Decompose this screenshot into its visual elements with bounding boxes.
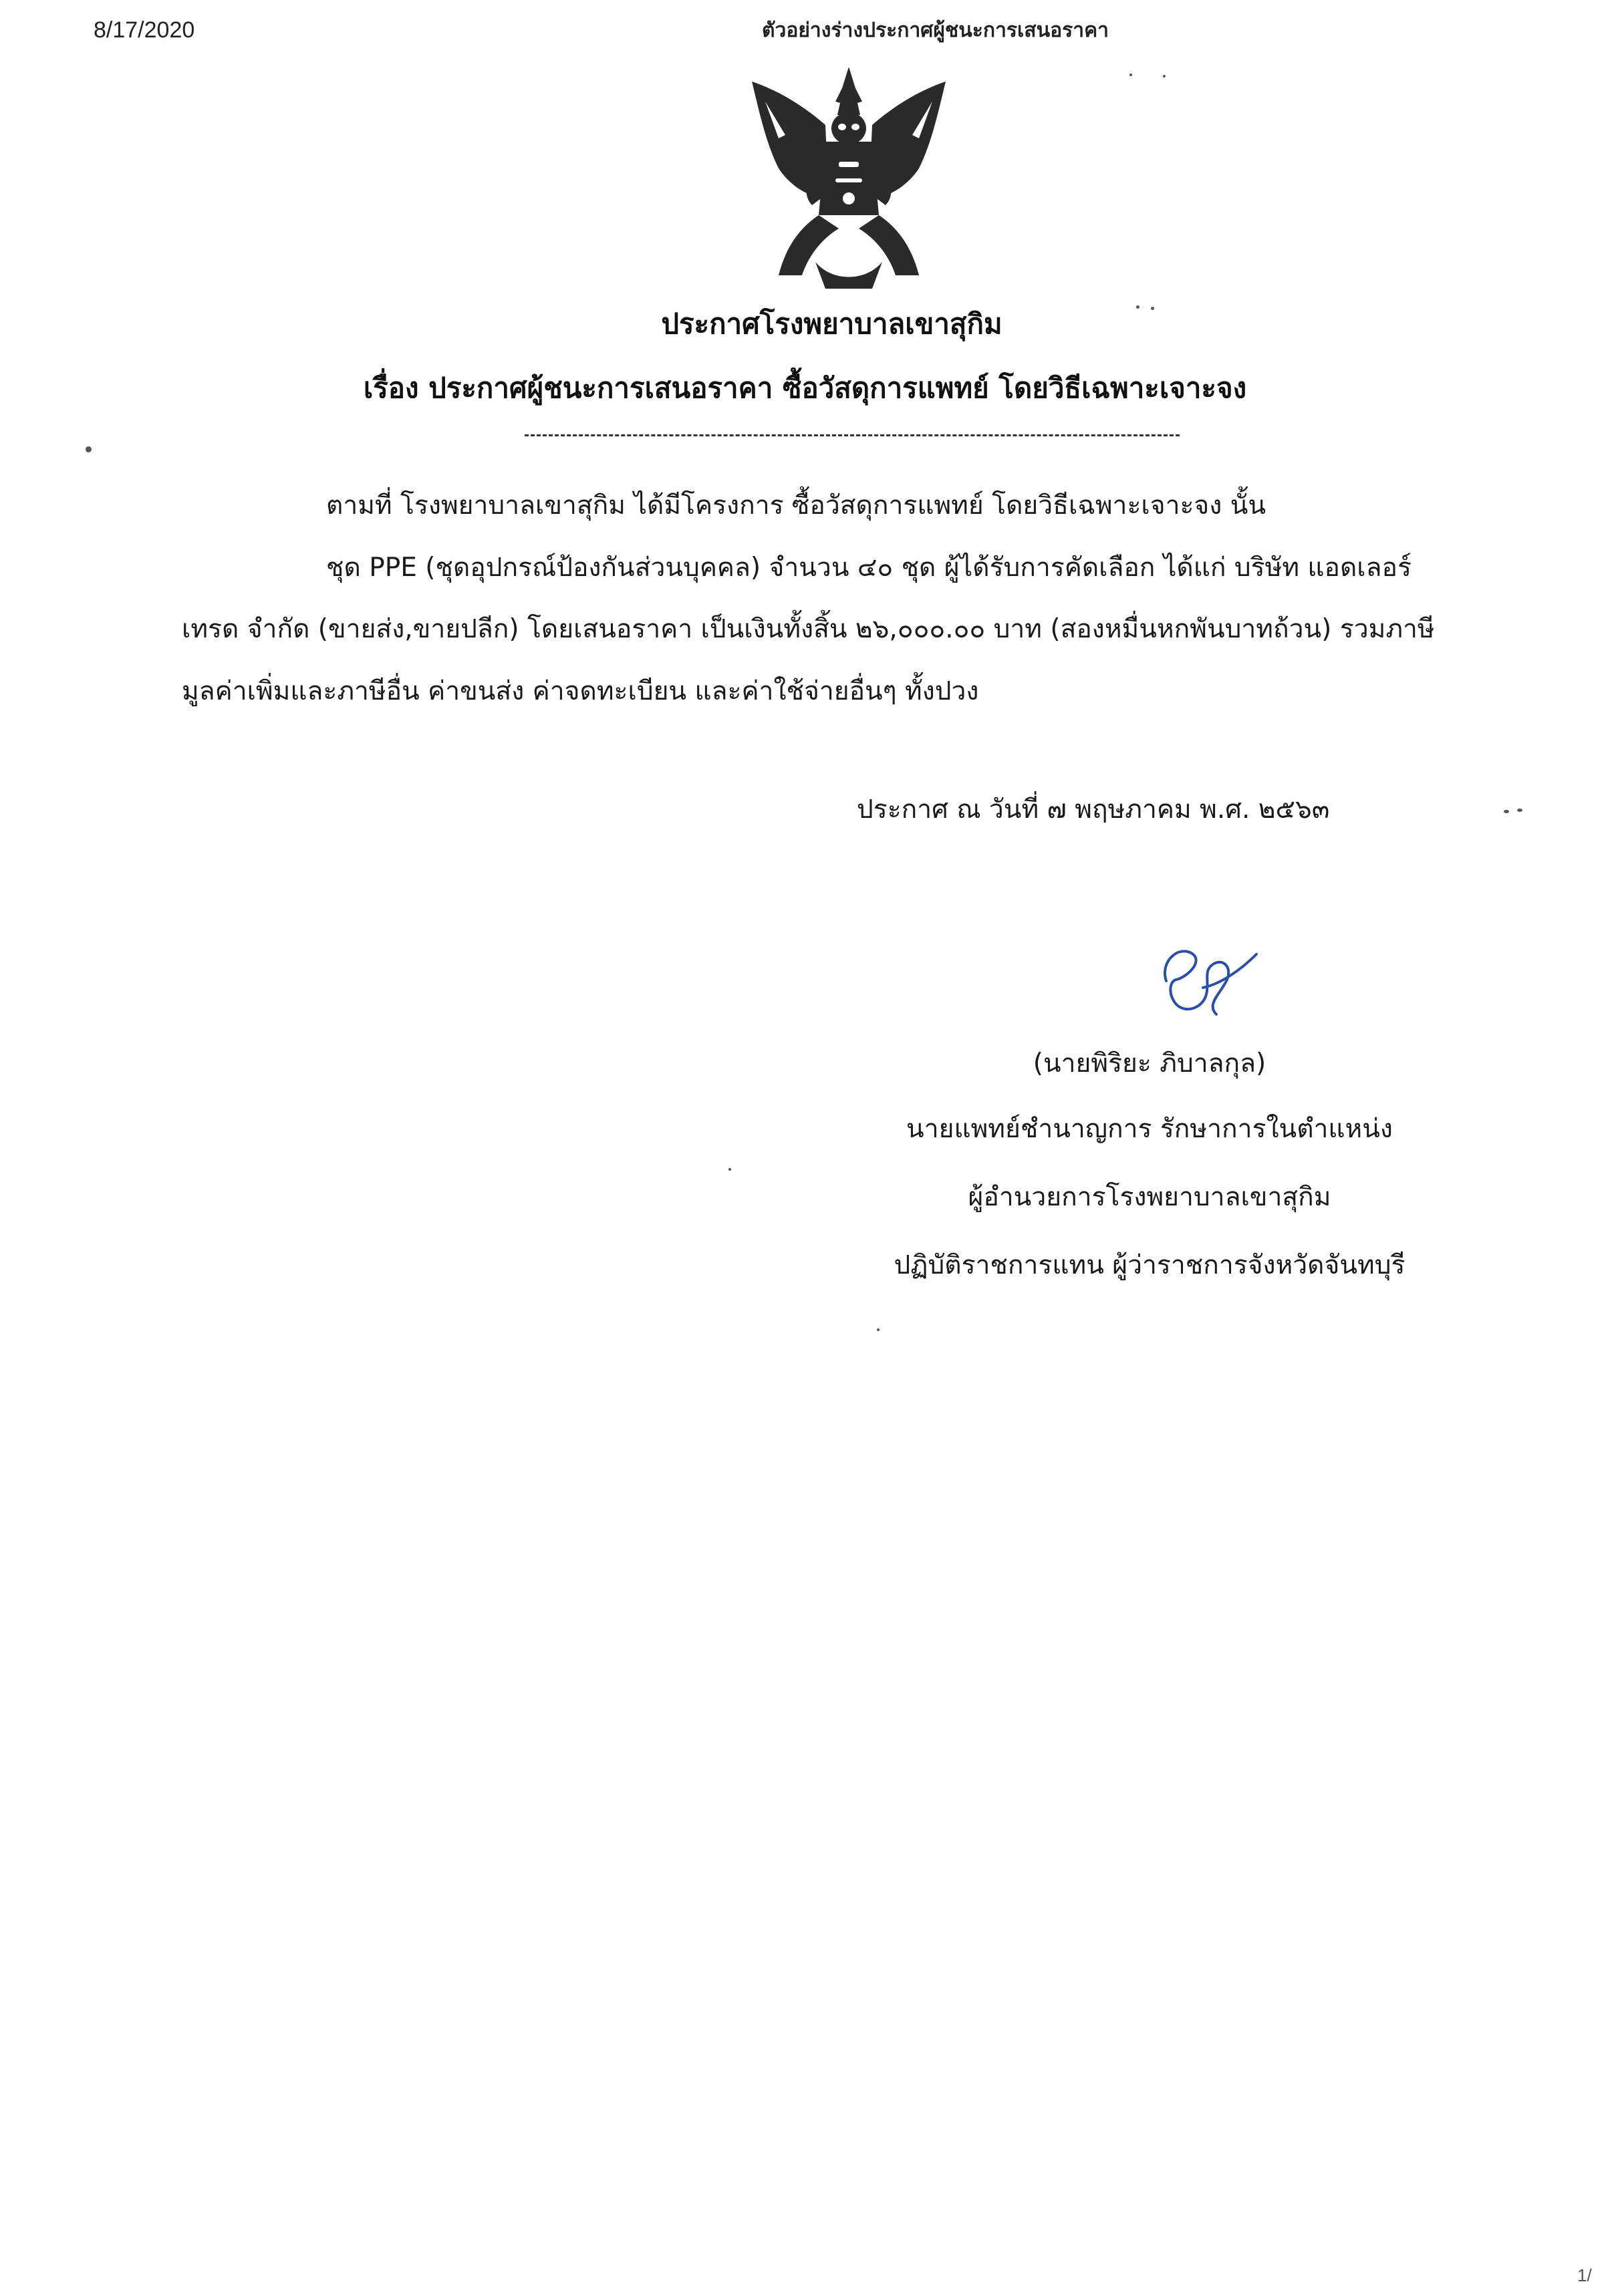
body-line: มูลค่าเพิ่มและภาษีอื่น ค่าขนส่ง ค่าจดทะเบียน และค่าใช้จ่ายอื่นๆ ทั้งปวง <box>182 676 979 706</box>
body-line: เทรด จำกัด (ขายส่ง,ขายปลีก) โดยเสนอราคา เป็นเงินทั้งสิ้น ๒๖,๐๐๐.๐๐ บาท (สองหมื่นหกพันบาทถ้วน) รวมภาษี <box>182 614 1435 644</box>
document-subject: เรื่อง ประกาศผู้ชนะการเสนอราคา ซื้อวัสดุการแพทย์ โดยวิธีเฉพาะเจาะจง <box>363 372 1247 404</box>
signer-acting-for: ปฏิบัติราชการแทน ผู้ว่าราชการจังหวัดจันทบุรี <box>894 1250 1405 1280</box>
print-date: 8/17/2020 <box>94 17 195 43</box>
body-line: ตามที่ โรงพยาบาลเขาสุกิม ได้มีโครงการ ซื้อวัสดุการแพทย์ โดยวิธีเฉพาะเจาะจง นั้น <box>326 490 1266 521</box>
scan-speck <box>1163 75 1166 78</box>
page-mark: 1/ <box>1577 2265 1592 2285</box>
body-line: ชุด PPE (ชุดอุปกรณ์ป้องกันส่วนบุคคล) จำนวน ๔๐ ชุด ผู้ได้รับการคัดเลือก ได้แก่ บริษัท แอดเลอร์ <box>326 553 1412 583</box>
scan-speck <box>1136 305 1139 309</box>
signer-position: นายแพทย์ชำนาญการ รักษาการในตำแหน่ง <box>906 1114 1393 1144</box>
title-divider <box>525 434 1180 436</box>
signer-office: ผู้อำนวยการโรงพยาบาลเขาสุกิม <box>968 1182 1331 1212</box>
announcement-date: ประกาศ ณ วันที่ ๗ พฤษภาคม พ.ศ. ๒๕๖๓ <box>857 795 1330 825</box>
scan-speck <box>1151 307 1154 310</box>
scan-speck <box>86 446 92 452</box>
scan-speck <box>728 1168 731 1171</box>
scan-speck <box>1129 74 1132 76</box>
scan-speck <box>1517 809 1522 812</box>
handwritten-signature <box>1139 941 1260 1028</box>
signer-name: (นายพิริยะ ภิบาลกุล) <box>1033 1048 1266 1079</box>
garuda-emblem-icon <box>739 61 959 295</box>
document-title: ประกาศโรงพยาบาลเขาสุกิม <box>661 307 1002 340</box>
scan-speck <box>877 1328 880 1331</box>
header-caption: ตัวอย่างร่างประกาศผู้ชนะการเสนอราคา <box>762 19 1109 42</box>
scan-speck <box>1504 810 1509 813</box>
